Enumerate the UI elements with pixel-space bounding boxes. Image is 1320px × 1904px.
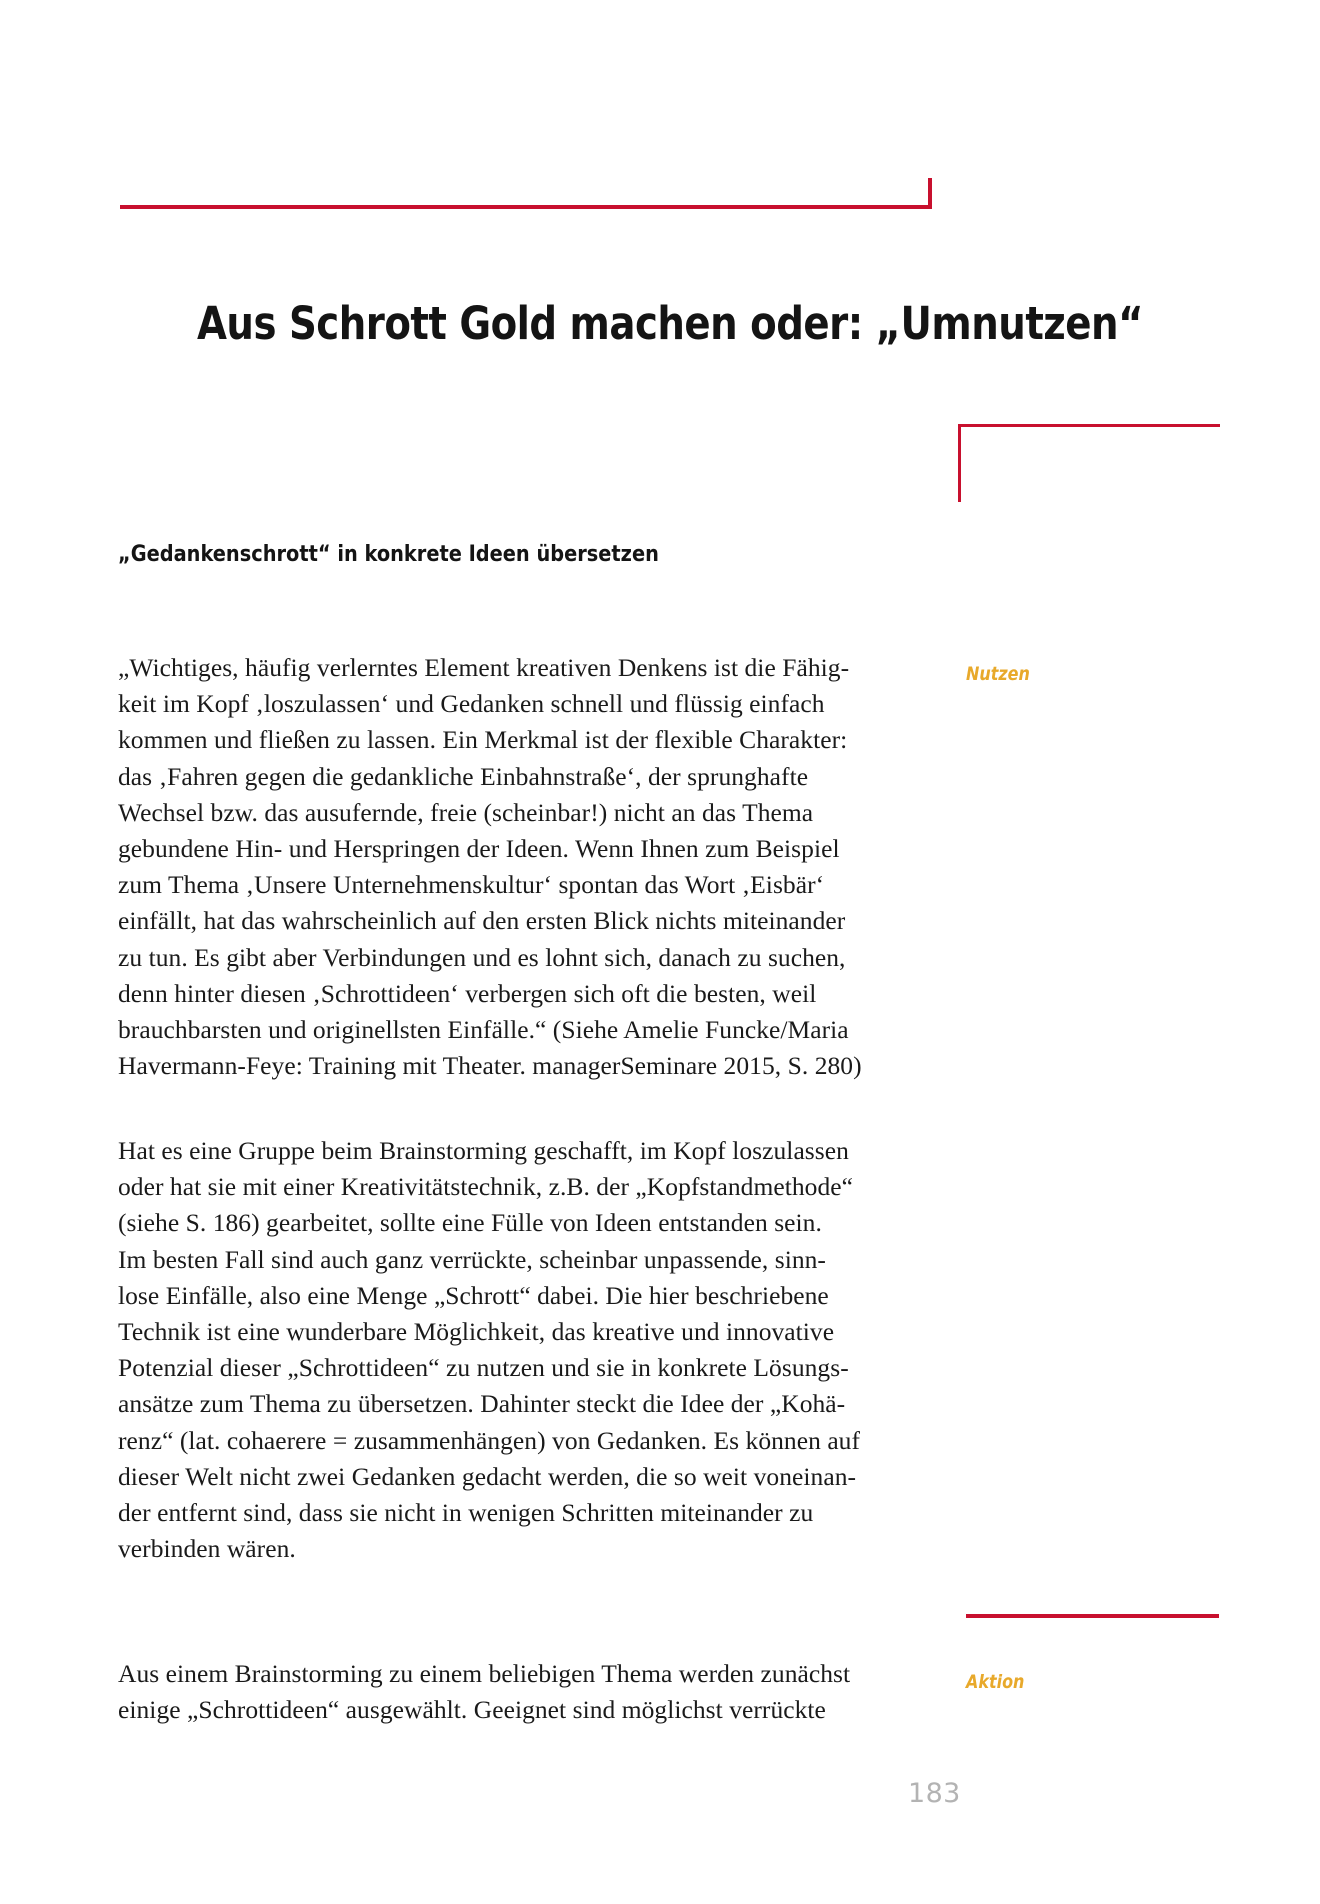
text-line: verbinden wären. (118, 1534, 296, 1564)
text-line: Im besten Fall sind auch ganz verrückte, scheinbar unpassende, sinn- (118, 1244, 826, 1274)
section-subheading: „Gedankenschrott“ in konkrete Ideen übersetzen (118, 542, 659, 567)
text-line: (siehe S. 186) gearbeitet, sollte eine Fülle von Ideen entstanden sein. (118, 1208, 822, 1238)
margin-note-nutzen: Nutzen (966, 663, 1030, 685)
margin-rule-aktion (966, 1614, 1219, 1618)
text-line: Technik ist eine wunderbare Möglichkeit, das kreative und innovative (118, 1317, 835, 1347)
text-line: lose Einfälle, also eine Menge „Schrott“ dabei. Die hier beschriebene (118, 1280, 829, 1310)
page-number: 183 (908, 1778, 961, 1809)
text-line: ansätze zum Thema zu übersetzen. Dahinter steckt die Idee der „Kohä- (118, 1389, 846, 1419)
text-line: Hat es eine Gruppe beim Brainstorming geschafft, im Kopf loszulassen (118, 1136, 849, 1165)
text-line: Havermann-Feye: Training mit Theater. managerSeminare 2015, S. 280) (118, 1051, 862, 1081)
text-line: denn hinter diesen ‚Schrottideen‘ verbergen sich oft die besten, weil (118, 978, 817, 1008)
text-line: kommen und fließen zu lassen. Ein Merkmal ist der flexible Charakter: (118, 725, 848, 755)
text-line: oder hat sie mit einer Kreativitätstechnik, z.B. der „Kopfstandmethode“ (118, 1172, 854, 1202)
text-line: das ‚Fahren gegen die gedankliche Einbahnstraße‘, der sprunghafte (118, 761, 809, 791)
text-line: einige „Schrottideen“ ausgewählt. Geeignet sind möglichst verrückte (118, 1695, 826, 1725)
top-red-rule (120, 205, 932, 209)
text-line: keit im Kopf ‚loszulassen‘ und Gedanken schnell und flüssig einfach (118, 689, 825, 719)
top-red-rule-tick (928, 178, 932, 209)
page-title: Aus Schrott Gold machen oder: „Umnutzen“ (197, 297, 1143, 350)
margin-bracket-top-line (958, 424, 1220, 427)
text-line: dieser Welt nicht zwei Gedanken gedacht werden, die so weit voneinan- (118, 1461, 857, 1491)
margin-note-aktion: Aktion (966, 1671, 1025, 1693)
text-line: zu tun. Es gibt aber Verbindungen und es lohnt sich, danach zu suchen, (118, 942, 846, 972)
text-line: „Wichtiges, häufig verlerntes Element kreativen Denkens ist die Fähig- (118, 653, 850, 682)
text-line: gebundene Hin- und Herspringen der Ideen. Wenn Ihnen zum Beispiel (118, 834, 840, 864)
text-line: renz“ (lat. cohaerere = zusammenhängen) von Gedanken. Es können auf (118, 1425, 861, 1455)
text-line: Potenzial dieser „Schrottideen“ zu nutzen und sie in konkrete Lösungs- (118, 1353, 849, 1383)
text-line: brauchbarsten und originellsten Einfälle.“ (Siehe Amelie Funcke/Maria (118, 1015, 849, 1045)
paragraph-second (118, 1133, 978, 1567)
paragraph-quote (118, 650, 978, 1084)
paragraph-third (118, 1656, 978, 1728)
text-line: Wechsel bzw. das ausufernde, freie (scheinbar!) nicht an das Thema (118, 797, 814, 827)
text-line: Aus einem Brainstorming zu einem beliebigen Thema werden zunächst (118, 1659, 851, 1688)
margin-bracket-stem-line (958, 424, 961, 502)
margin-bracket-decoration (958, 424, 1220, 502)
text-line: der entfernt sind, dass sie nicht in wenigen Schritten miteinander zu (118, 1498, 814, 1528)
text-line: einfällt, hat das wahrscheinlich auf den ersten Blick nichts miteinander (118, 906, 846, 936)
text-line: zum Thema ‚Unsere Unternehmenskultur‘ spontan das Wort ‚Eisbär‘ (118, 870, 825, 900)
